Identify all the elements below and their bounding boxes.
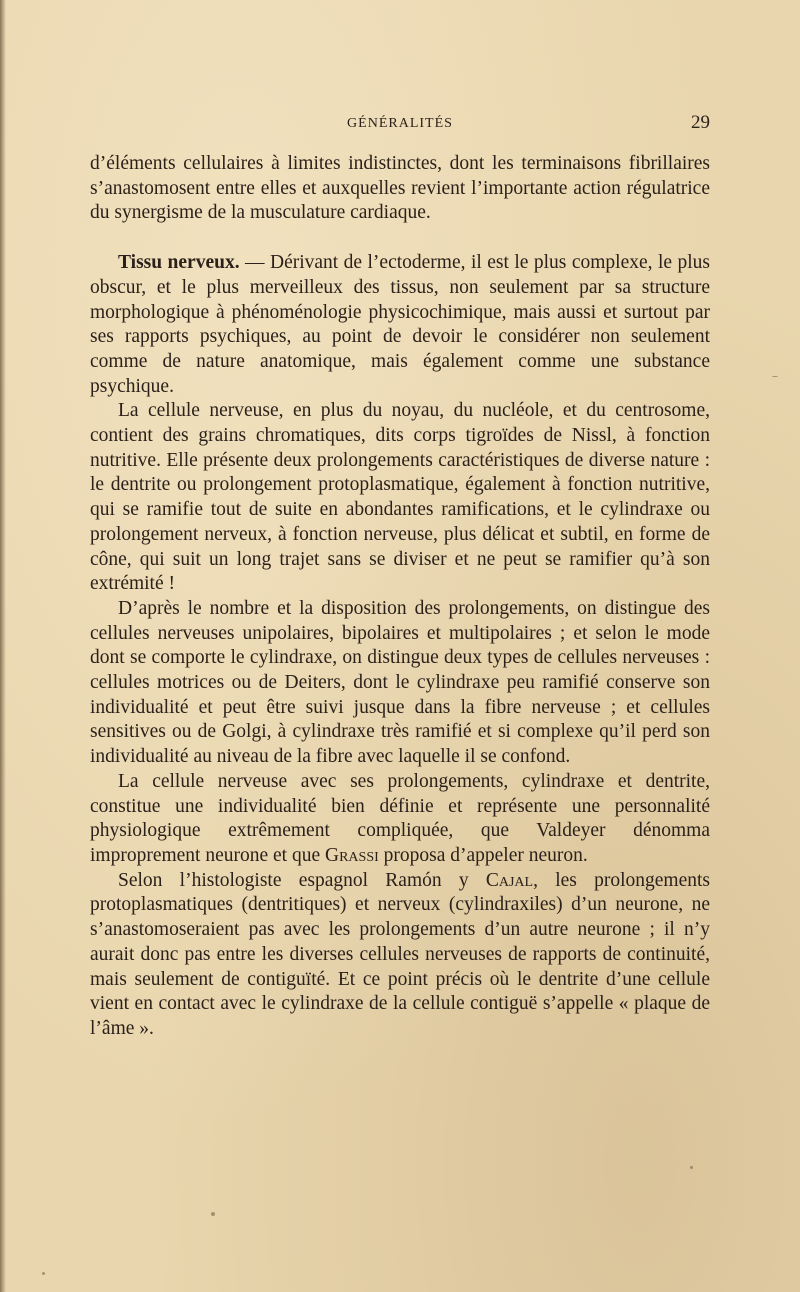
section-heading-tissu-nerveux: Tissu nerveux. [118,252,240,274]
paragraph-5 [90,770,710,869]
paper-speck [42,1272,45,1275]
author-name-grassi: Grassi [325,844,379,866]
paragraph-6-text-b: , les prolongements protoplasmatiques (dentritiques) et nerveux (cylindraxiles) d’un neurone, ne s’anastomoseraient pas avec les prolongements d’un autre neurone ; il n’y aurait donc pas entre les diverses cellules nerveuses de rapports de continuité, mais seulement de contiguïté. Et ce point précis où le dentrite d’une cellule vient en contact avec le cylindraxe de la cellule contiguë s’appelle « plaque de l’âme ». [90,869,710,1039]
paragraph-1: d’éléments cellulaires à limites indistinctes, dont les terminaisons fibrillaires s’anastomosent entre elles et auxquelles revient l’importante action régulatrice du synergisme de la musculature cardiaque. [90,153,710,224]
page-header [90,112,710,140]
author-name-cajal: Cajal [485,869,534,891]
paragraph-2 [90,251,710,399]
paragraph-5-text-a: La cellule nerveuse avec ses prolongements, cylindraxe et dentrite, constitue une individualité bien définie et représente une personnalité physiologique extrêmement compliquée, que Valdeyer dénomma improprement neurone et que [90,770,710,866]
running-head: GÉNÉRALITÉS [347,116,453,131]
page-edge-shadow [0,0,6,1292]
paragraph-4: D’après le nombre et la disposition des prolongements, on distingue des cellules nerveuses unipolaires, bipolaires et multipolaires ; et selon le mode dont se comporte le cylindraxe, on distingue deux types de cellules nerveuses : cellules motrices ou de Deiters, dont le cylindraxe peu ramifié conserve son individualité et peut être suivi jusque dans la fibre nerveuse ; et cellules sensitives ou de Golgi, à cylindraxe très ramifié et si complexe qu’il perd son individualité au niveau de la fibre avec laquelle il se confond. [90,597,710,768]
paragraph-5-text-b: proposa d’appeler neuron. [378,844,588,866]
body-text [90,152,710,1042]
paper-speck [772,376,778,377]
paper-speck [690,1166,693,1169]
paper-speck [211,1212,215,1216]
paragraph-6-text-a: Selon l’histologiste espagnol Ramón y [118,869,486,891]
paragraph-2-text: — Dérivant de l’ectoderme, il est le plus complexe, le plus obscur, et le plus merveilleux des tissus, non seulement par sa structure morphologique à phénoménologie physicochimique, mais aussi et surtout par ses rapports psychiques, au point de devoir le considérer non seulement comme de nature anatomique, mais également comme une substance psychique. [90,252,710,397]
paragraph-6 [90,869,710,1042]
paragraph-3: La cellule nerveuse, en plus du noyau, du nucléole, et du centrosome, contient des grains chromatiques, dits corps tigroïdes de Nissl, à fonction nutritive. Elle présente deux prolongements caractéristiques de diverse nature : le dentrite ou prolongement protoplasmatique, également à fonction nutritive, qui se ramifie tout de suite en abondantes ramifications, et le cylindraxe ou prolongement nerveux, à fonction nerveuse, plus délicat et subtil, en forme de cône, qui suit un long trajet sans se diviser et ne peut se ramifier qu’à son extrémité ! [90,400,710,595]
page-number: 29 [691,112,710,133]
